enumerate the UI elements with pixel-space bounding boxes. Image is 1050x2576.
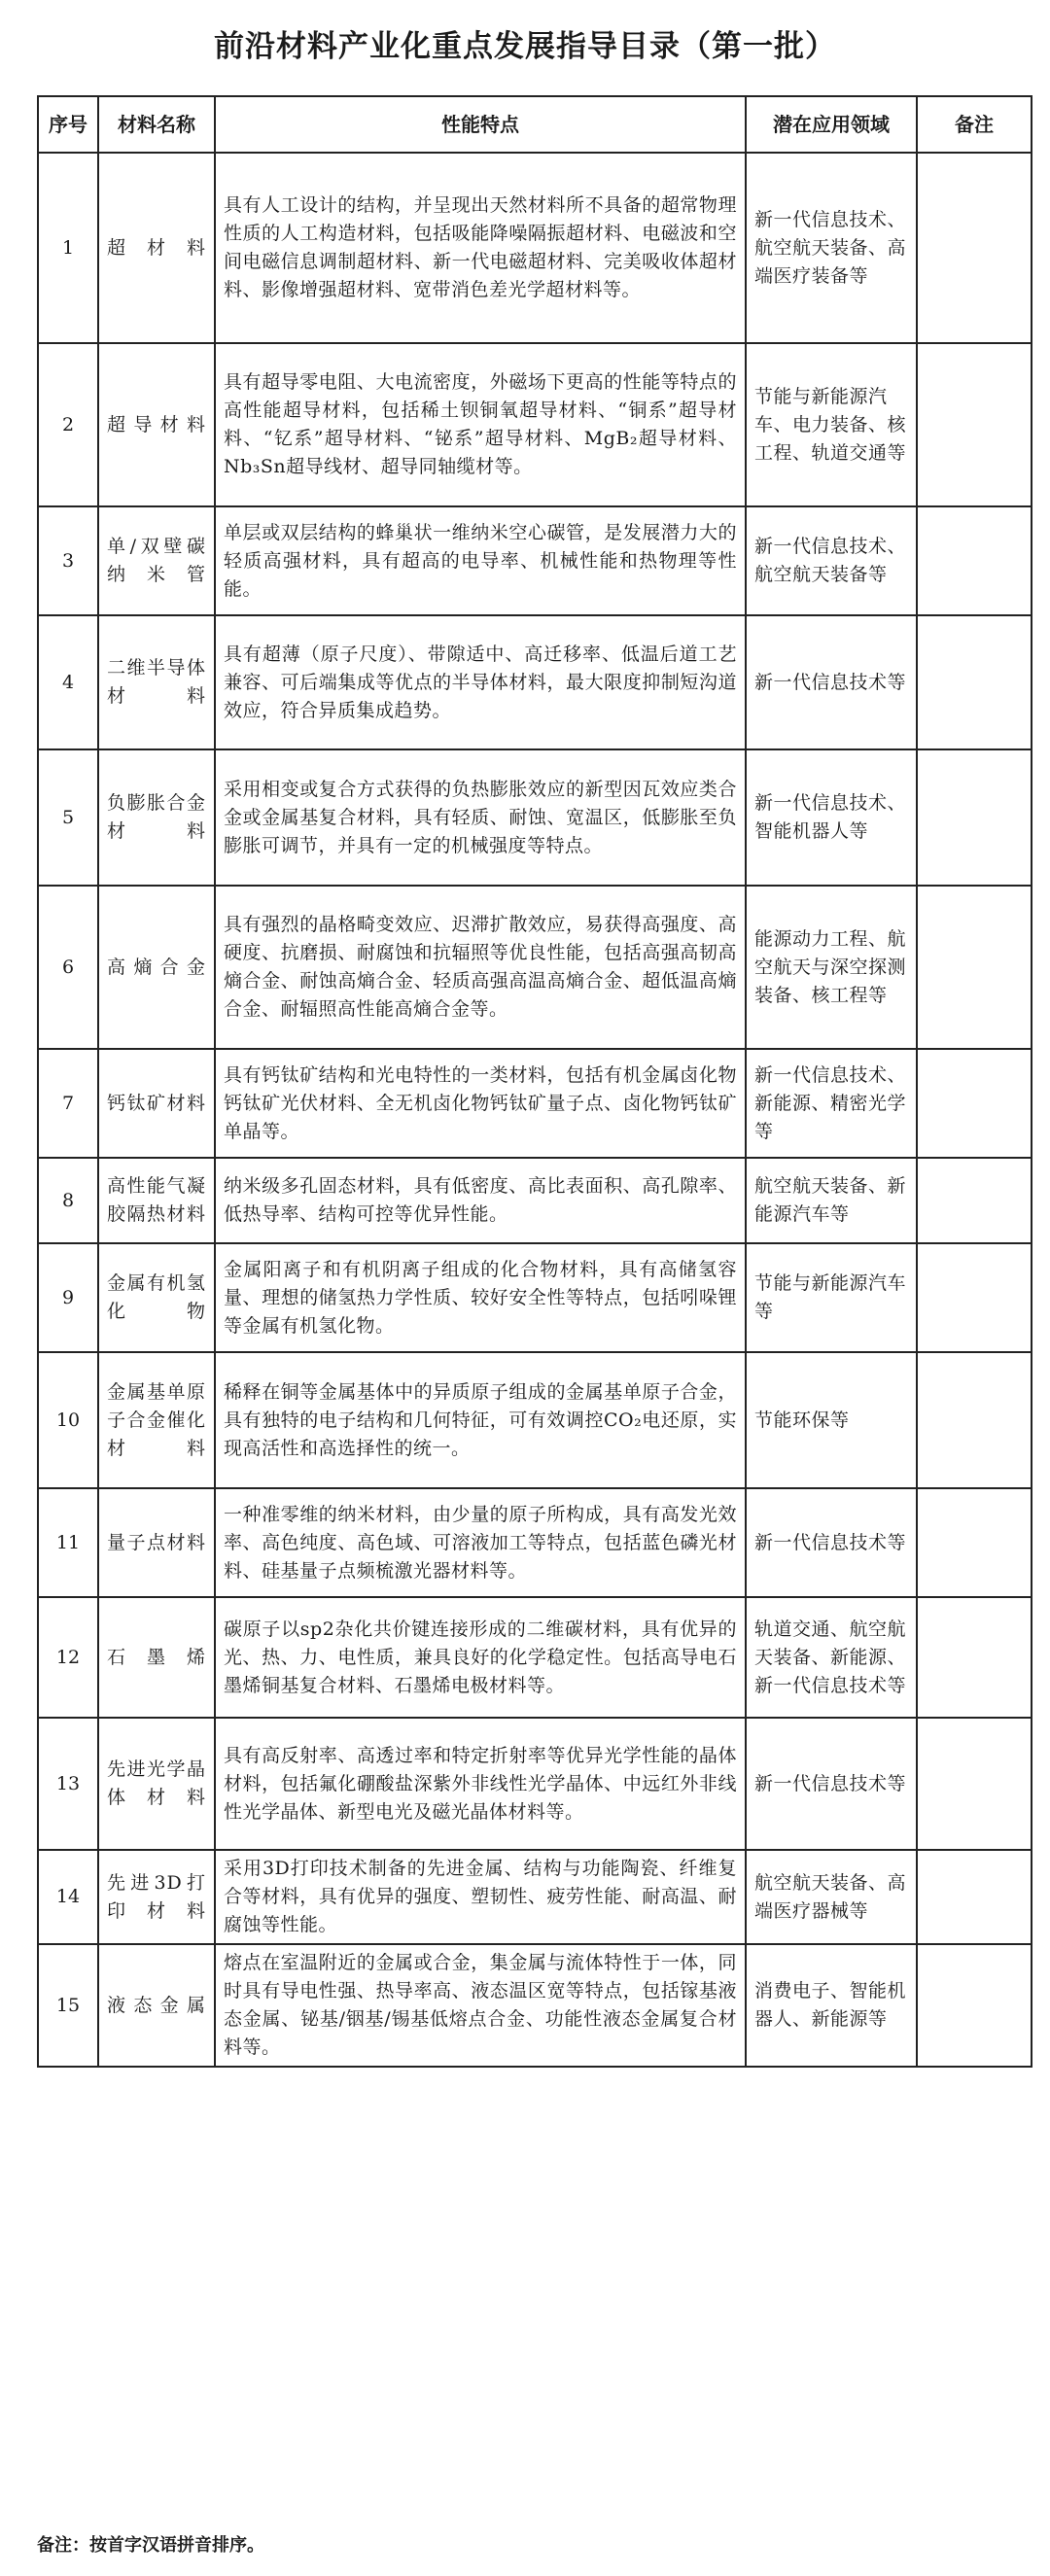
material-name: 先进光学晶体材料 — [98, 1718, 215, 1850]
remark-cell — [917, 1850, 1032, 1944]
remark-cell — [917, 153, 1032, 343]
performance-features: 单层或双层结构的蜂巢状一维纳米空心碳管，是发展潜力大的轻质高强材料，具有超高的电导率、机械性能和热物理等性能。 — [215, 506, 746, 615]
performance-features: 熔点在室温附近的金属或合金，集金属与流体特性于一体，同时具有导电性强、热导率高、液态温区宽等特点，包括镓基液态金属、铋基/铟基/锡基低熔点合金、功能性液态金属复合材料等。 — [215, 1944, 746, 2067]
remark-cell — [917, 506, 1032, 615]
remark-cell — [917, 1158, 1032, 1243]
remark-cell — [917, 1352, 1032, 1488]
application-fields: 节能与新能源汽车等 — [746, 1243, 917, 1352]
row-number: 14 — [38, 1850, 98, 1944]
application-fields: 新一代信息技术、航空航天装备、高端医疗装备等 — [746, 153, 917, 343]
remark-cell — [917, 1049, 1032, 1158]
row-number: 8 — [38, 1158, 98, 1243]
remark-cell — [917, 1597, 1032, 1718]
performance-features: 碳原子以sp2杂化共价键连接形成的二维碳材料，具有优异的光、热、力、电性质，兼具良好的化学稳定性。包括高导电石墨烯铜基复合材料、石墨烯电极材料等。 — [215, 1597, 746, 1718]
table-row — [38, 1352, 1032, 1488]
table-row — [38, 1850, 1032, 1944]
header-fields: 潜在应用领域 — [746, 96, 917, 153]
row-number: 1 — [38, 153, 98, 343]
application-fields: 新一代信息技术、航空航天装备等 — [746, 506, 917, 615]
material-name: 金属基单原子合金催化材料 — [98, 1352, 215, 1488]
header-no: 序号 — [38, 96, 98, 153]
application-fields: 轨道交通、航空航天装备、新能源、新一代信息技术等 — [746, 1597, 917, 1718]
performance-features: 采用3D打印技术制备的先进金属、结构与功能陶瓷、纤维复合等材料，具有优异的强度、塑韧性、疲劳性能、耐高温、耐腐蚀等性能。 — [215, 1850, 746, 1944]
remark-cell — [917, 1718, 1032, 1850]
row-number: 5 — [38, 749, 98, 886]
application-fields: 航空航天装备、新能源汽车等 — [746, 1158, 917, 1243]
remark-cell — [917, 615, 1032, 749]
material-name: 先进3D打印材料 — [98, 1850, 215, 1944]
row-number: 6 — [38, 886, 98, 1049]
performance-features: 具有超薄（原子尺度）、带隙适中、高迁移率、低温后道工艺兼容、可后端集成等优点的半导体材料，最大限度抑制短沟道效应，符合异质集成趋势。 — [215, 615, 746, 749]
application-fields: 航空航天装备、高端医疗器械等 — [746, 1850, 917, 1944]
row-number: 3 — [38, 506, 98, 615]
row-number: 4 — [38, 615, 98, 749]
header-remark: 备注 — [917, 96, 1032, 153]
application-fields: 新一代信息技术等 — [746, 615, 917, 749]
application-fields: 节能与新能源汽车、电力装备、核工程、轨道交通等 — [746, 343, 917, 506]
performance-features: 具有钙钛矿结构和光电特性的一类材料，包括有机金属卤化物钙钛矿光伏材料、全无机卤化物钙钛矿量子点、卤化物钙钛矿单晶等。 — [215, 1049, 746, 1158]
material-name: 高熵合金 — [98, 886, 215, 1049]
table-row — [38, 1243, 1032, 1352]
application-fields: 节能环保等 — [746, 1352, 917, 1488]
material-name: 金属有机氢化物 — [98, 1243, 215, 1352]
row-number: 2 — [38, 343, 98, 506]
row-number: 9 — [38, 1243, 98, 1352]
application-fields: 新一代信息技术、智能机器人等 — [746, 749, 917, 886]
table-row — [38, 343, 1032, 506]
table-header-row — [38, 96, 1032, 153]
row-number: 13 — [38, 1718, 98, 1850]
performance-features: 一种准零维的纳米材料，由少量的原子所构成，具有高发光效率、高色纯度、高色域、可溶液加工等特点，包括蓝色磷光材料、硅基量子点频梳激光器材料等。 — [215, 1488, 746, 1597]
performance-features: 金属阳离子和有机阴离子组成的化合物材料，具有高储氢容量、理想的储氢热力学性质、较好安全性等特点，包括吲哚锂等金属有机氢化物。 — [215, 1243, 746, 1352]
row-number: 7 — [38, 1049, 98, 1158]
performance-features: 具有强烈的晶格畸变效应、迟滞扩散效应，易获得高强度、高硬度、抗磨损、耐腐蚀和抗辐照等优良性能，包括高强高韧高熵合金、耐蚀高熵合金、轻质高强高温高熵合金、超低温高熵合金、耐辐照高性能高熵合金等。 — [215, 886, 746, 1049]
material-name: 超材料 — [98, 153, 215, 343]
remark-cell — [917, 343, 1032, 506]
table-row — [38, 1597, 1032, 1718]
application-fields: 消费电子、智能机器人、新能源等 — [746, 1944, 917, 2067]
material-name: 二维半导体材料 — [98, 615, 215, 749]
material-name: 液态金属 — [98, 1944, 215, 2067]
table-row — [38, 1488, 1032, 1597]
header-name: 材料名称 — [98, 96, 215, 153]
material-name: 负膨胀合金材料 — [98, 749, 215, 886]
page-title: 前沿材料产业化重点发展指导目录（第一批） — [214, 29, 836, 64]
application-fields: 新一代信息技术、新能源、精密光学等 — [746, 1049, 917, 1158]
remark-cell — [917, 886, 1032, 1049]
materials-table — [37, 95, 1032, 2068]
remark-cell — [917, 749, 1032, 886]
application-fields: 新一代信息技术等 — [746, 1488, 917, 1597]
table-row — [38, 506, 1032, 615]
performance-features: 具有超导零电阻、大电流密度，外磁场下更高的性能等特点的高性能超导材料，包括稀土钡铜氧超导材料、“铜系”超导材料、“钇系”超导材料、“铋系”超导材料、MgB₂超导材料、Nb₃Sn超导线材、超导同轴缆材等。 — [215, 343, 746, 506]
remark-cell — [917, 1243, 1032, 1352]
application-fields: 新一代信息技术等 — [746, 1718, 917, 1850]
table-row — [38, 153, 1032, 343]
table-row — [38, 1049, 1032, 1158]
remark-cell — [917, 1488, 1032, 1597]
table-row — [38, 1158, 1032, 1243]
material-name: 单/双壁碳纳米管 — [98, 506, 215, 615]
application-fields: 能源动力工程、航空航天与深空探测装备、核工程等 — [746, 886, 917, 1049]
table-row — [38, 1944, 1032, 2067]
material-name: 量子点材料 — [98, 1488, 215, 1597]
performance-features: 采用相变或复合方式获得的负热膨胀效应的新型因瓦效应类合金或金属基复合材料，具有轻质、耐蚀、宽温区，低膨胀至负膨胀可调节，并具有一定的机械强度等特点。 — [215, 749, 746, 886]
table-row — [38, 749, 1032, 886]
material-name: 钙钛矿材料 — [98, 1049, 215, 1158]
row-number: 15 — [38, 1944, 98, 2067]
footnote: 备注：按首字汉语拼音排序。 — [37, 2535, 264, 2556]
material-name: 高性能气凝胶隔热材料 — [98, 1158, 215, 1243]
row-number: 12 — [38, 1597, 98, 1718]
table-row — [38, 615, 1032, 749]
performance-features: 具有高反射率、高透过率和特定折射率等优异光学性能的晶体材料，包括氟化硼酸盐深紫外非线性光学晶体、中远红外非线性光学晶体、新型电光及磁光晶体材料等。 — [215, 1718, 746, 1850]
row-number: 11 — [38, 1488, 98, 1597]
table-row — [38, 1718, 1032, 1850]
row-number: 10 — [38, 1352, 98, 1488]
material-name: 超导材料 — [98, 343, 215, 506]
performance-features: 纳米级多孔固态材料，具有低密度、高比表面积、高孔隙率、低热导率、结构可控等优异性能。 — [215, 1158, 746, 1243]
material-name: 石墨烯 — [98, 1597, 215, 1718]
remark-cell — [917, 1944, 1032, 2067]
header-features: 性能特点 — [215, 96, 746, 153]
table-row — [38, 886, 1032, 1049]
performance-features: 具有人工设计的结构，并呈现出天然材料所不具备的超常物理性质的人工构造材料，包括吸能降噪隔振超材料、电磁波和空间电磁信息调制超材料、新一代电磁超材料、完美吸收体超材料、影像增强超材料、宽带消色差光学超材料等。 — [215, 153, 746, 343]
performance-features: 稀释在铜等金属基体中的异质原子组成的金属基单原子合金，具有独特的电子结构和几何特征，可有效调控CO₂电还原，实现高活性和高选择性的统一。 — [215, 1352, 746, 1488]
